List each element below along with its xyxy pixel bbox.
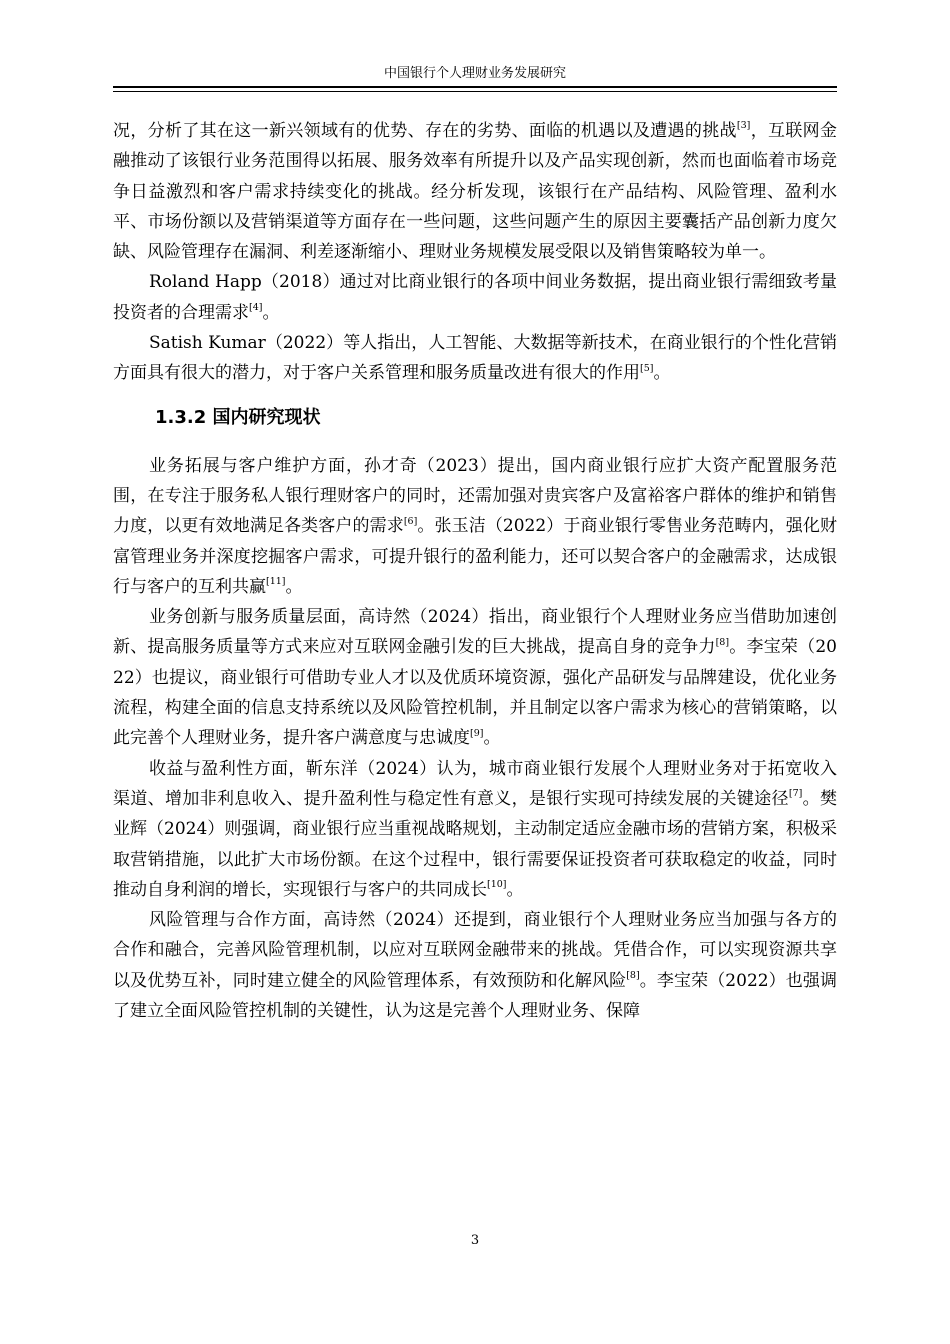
citation: [9] xyxy=(470,727,484,739)
paragraph-text: Roland Happ（2018）通过对比商业银行的各项中间业务数据，提出商业银行需细致考量投资者的合理需求 xyxy=(113,272,837,323)
body-content xyxy=(113,116,837,1026)
paragraph-text: 。 xyxy=(262,302,280,323)
paragraph-text: 。 xyxy=(653,363,671,384)
paragraph-text: 收益与盈利性方面，靳东洋（2024）认为，城市商业银行发展个人理财业务对于拓宽收入渠道、增加非利息收入、提升盈利性与稳定性有意义，是银行实现可持续发展的关键途径 xyxy=(113,758,837,809)
paragraph-text: Satish Kumar（2022）等人指出，人工智能、大数据等新技术，在商业银行的个性化营销方面具有很大的潜力，对于客户关系管理和服务质量改进有很大的作用 xyxy=(113,333,837,384)
citation: [7] xyxy=(788,788,803,800)
paragraph-text: ，互联网金融推动了该银行业务范围得以拓展、服务效率有所提升以及产品实现创新，然而也面临着市场竞争日益激烈和客户需求持续变化的挑战。经分析发现，该银行在产品结构、风险管理、盈利水平、市场份额以及营销渠道等方面存在一些问题，这些问题产生的原因主要囊括产品创新力度欠缺、风险管理存在漏洞、利差逐渐缩小、理财业务规模发展受限以及销售策略较为单一。 xyxy=(113,121,838,263)
paragraph xyxy=(113,602,837,753)
citation: [3] xyxy=(736,120,751,132)
paragraph xyxy=(113,754,837,905)
section-heading: 1.3.2 国内研究现状 xyxy=(155,406,321,428)
paragraph-text: 业务创新与服务质量层面，高诗然（2024）指出，商业银行个人理财业务应当借助加速创新、提高服务质量等方式来应对互联网金融引发的巨大挑战，提高自身的竞争力 xyxy=(113,607,837,658)
paragraph-text: 况，分析了其在这一新兴领域有的优势、存在的劣势、面临的机遇以及遭遇的挑战 xyxy=(113,121,737,141)
citation: [6] xyxy=(403,515,418,527)
paragraph-text: 。李宝荣（2022）也强调了建立全面风险管控机制的关键性，认为这是完善个人理财业务、保障 xyxy=(113,970,838,1022)
paragraph-text: 。 xyxy=(285,576,303,597)
paragraph-text: 。张玉洁（2022）于商业银行零售业务范畴内，强化财富管理业务并深度挖掘客户需求，可提升银行的盈利能力，还可以契合客户的金融需求，达成银行与客户的互利共赢 xyxy=(113,516,837,597)
paragraph xyxy=(113,328,837,389)
citation: [4] xyxy=(249,302,263,314)
header-rule-thin xyxy=(113,91,837,92)
citation: [11] xyxy=(266,576,286,588)
paragraph-text: 。樊业辉（2024）则强调，商业银行应当重视战略规划，主动制定适应金融市场的营销方案，积极采取营销措施，以此扩大市场份额。在这个过程中，银行需要保证投资者可获取稳定的收益，同时推动自身利润的增长，实现银行与客户的共同成长 xyxy=(113,788,838,900)
running-header: 中国银行个人理财业务发展研究 xyxy=(383,66,566,81)
header-rule-thick xyxy=(113,86,837,88)
paragraph-continued xyxy=(113,116,837,267)
paragraph-text: 业务拓展与客户维护方面，孙才奇（2023）提出，国内商业银行应扩大资产配置服务范围，在专注于服务私人银行理财客户的同时，还需加强对贵宾客户及富裕客户群体的维护和销售力度，以更有效地满足各类客户的需求 xyxy=(113,455,837,537)
citation: [8] xyxy=(626,970,640,982)
paragraph xyxy=(113,267,837,328)
paragraph-text: 。 xyxy=(506,879,524,900)
citation: [8] xyxy=(715,636,730,648)
paragraph xyxy=(113,905,837,1026)
paragraph-text: 。 xyxy=(483,728,501,749)
paragraph-text: 。李宝荣（2022）也提议，商业银行可借助专业人才以及优质环境资源，强化产品研发与品牌建设，优化业务流程，构建全面的信息支持系统以及风险管控机制，并且制定以客户需求为核心的营销策略，以此完善个人理财业务，提升客户满意度与忠诚度 xyxy=(113,637,837,749)
paragraph-text: 风险管理与合作方面，高诗然（2024）还提到，商业银行个人理财业务应当加强与各方的合作和融合，完善风险管理机制，以应对互联网金融带来的挑战。凭借合作，可以实现资源共享以及优势互补，同时建立健全的风险管理体系，有效预防和化解风险 xyxy=(113,910,837,991)
citation: [5] xyxy=(640,362,654,374)
paragraph xyxy=(113,451,837,602)
citation: [10] xyxy=(487,879,507,891)
page-number: 3 xyxy=(470,1233,480,1248)
